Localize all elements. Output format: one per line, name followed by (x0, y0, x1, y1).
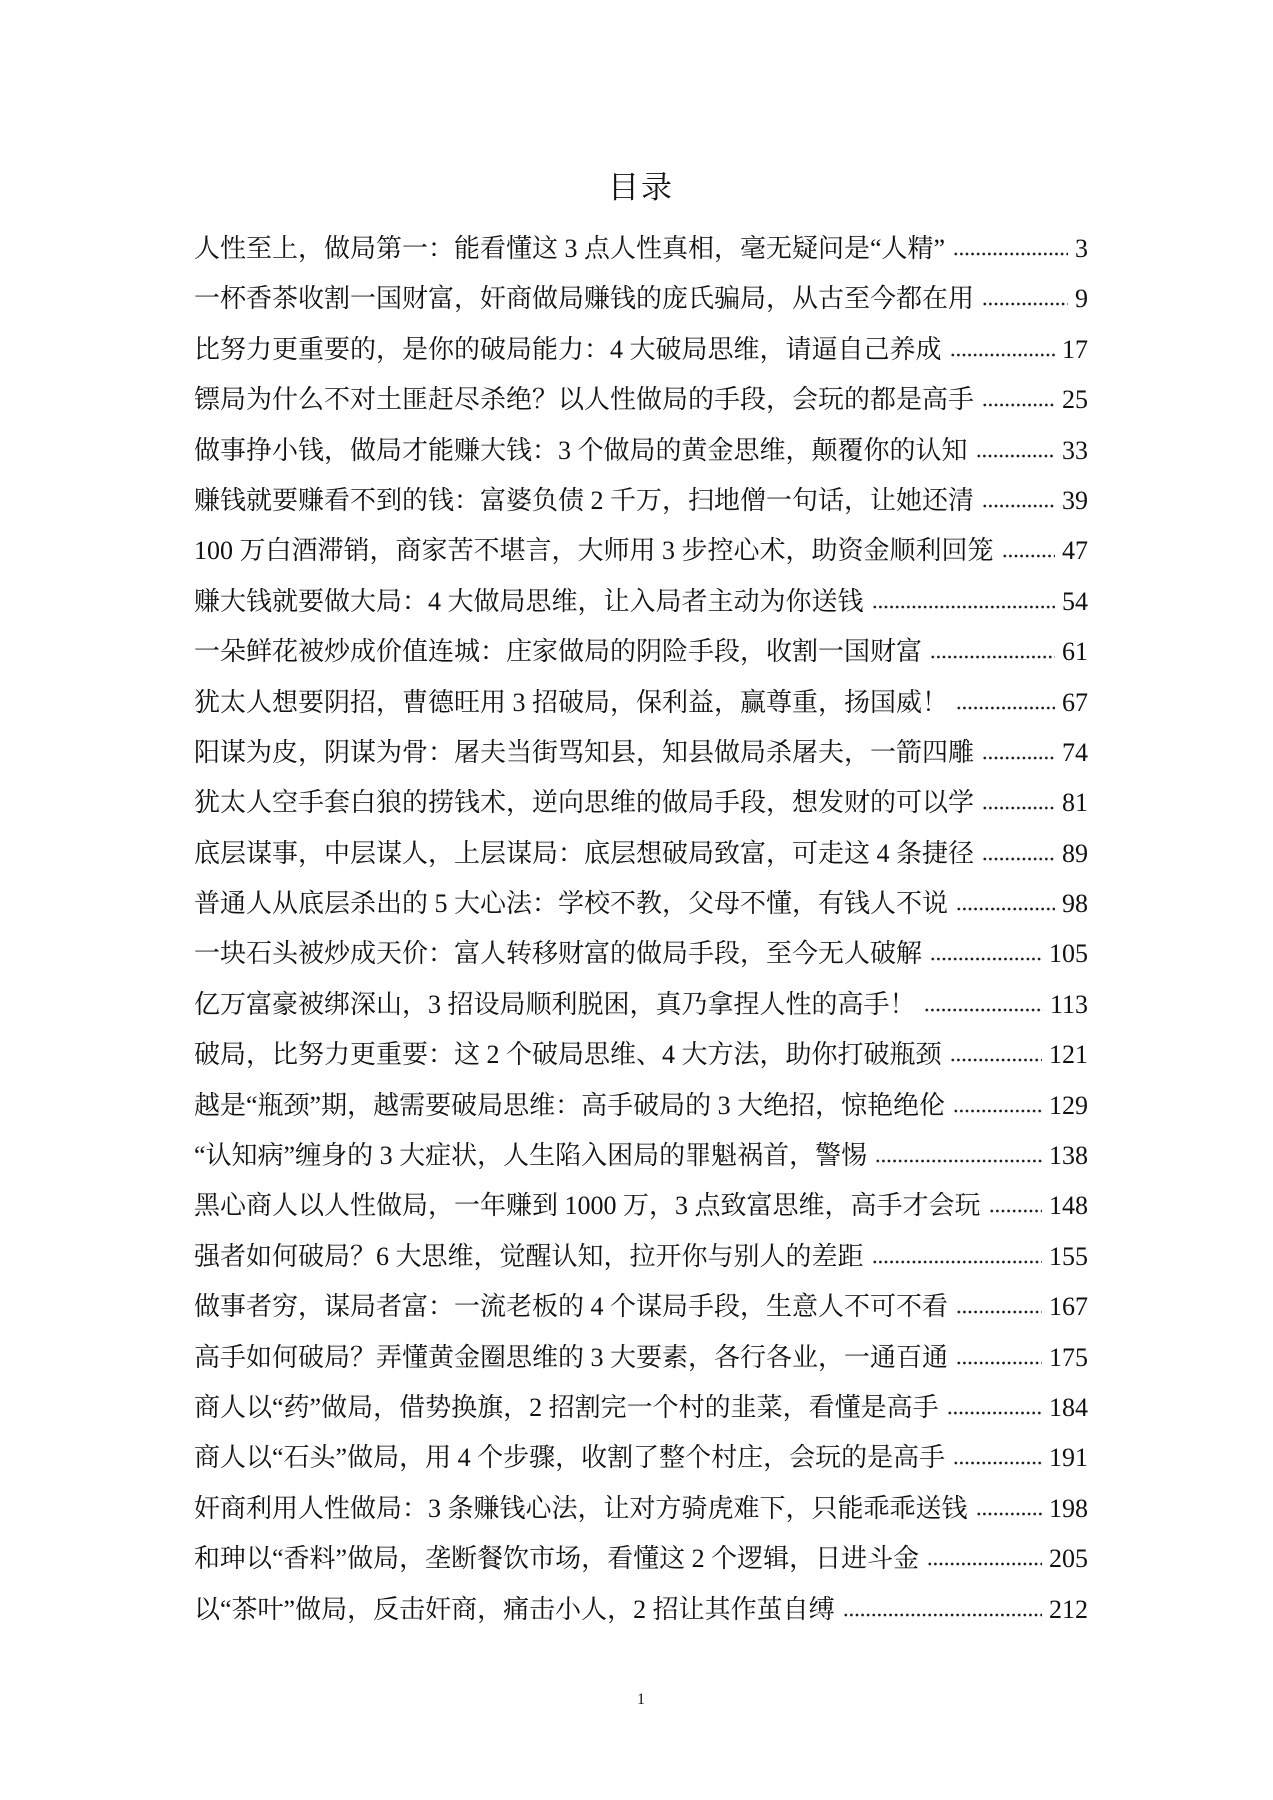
toc-entry[interactable] (194, 929, 1088, 979)
toc-entry-page-number: 17 (1062, 334, 1088, 364)
toc-entry[interactable] (194, 274, 1088, 324)
toc-entry[interactable] (194, 1534, 1088, 1584)
toc-dot-leader (976, 453, 1055, 459)
toc-entry-page-number: 74 (1062, 737, 1088, 767)
toc-dot-leader (872, 1259, 1042, 1265)
toc-entry-title: 亿万富豪被绑深山，3 招设局顺利脱困，真乃拿捏人性的高手！ (194, 989, 916, 1019)
toc-entry-title: 一块石头被炒成天价：富人转移财富的做局手段，至今无人破解 (194, 939, 923, 969)
page-number: 1 (637, 1691, 645, 1708)
toc-entry-title: 普通人从底层杀出的 5 大心法：学校不教，父母不懂，有钱人不说 (194, 889, 949, 919)
toc-dot-leader (843, 1612, 1042, 1618)
toc-entry[interactable] (194, 1333, 1088, 1383)
toc-entry-page-number: 184 (1049, 1392, 1088, 1422)
toc-entry-page-number: 98 (1062, 889, 1088, 919)
toc-entry-page-number: 205 (1049, 1544, 1088, 1574)
toc-entry[interactable] (194, 375, 1088, 425)
toc-entry-title: 商人以“药”做局，借势换旗，2 招割完一个村的韭菜，看懂是高手 (194, 1392, 939, 1422)
toc-dot-leader (1002, 553, 1055, 559)
toc-entry[interactable] (194, 1131, 1088, 1181)
toc-dot-leader (982, 755, 1055, 761)
toc-dot-leader (950, 1057, 1042, 1063)
toc-entry-page-number: 198 (1049, 1493, 1088, 1523)
toc-dot-leader (956, 705, 1055, 711)
toc-dot-leader (924, 1007, 1043, 1013)
toc-entry[interactable] (194, 426, 1088, 476)
toc-entry[interactable] (194, 1484, 1088, 1534)
toc-entry-page-number: 212 (1049, 1594, 1088, 1624)
toc-entry-title: 做事者穷，谋局者富：一流老板的 4 个谋局手段，生意人不可不看 (194, 1292, 949, 1322)
toc-entry-title: 做事挣小钱，做局才能赚大钱：3 个做局的黄金思维，颠覆你的认知 (194, 435, 968, 465)
toc-entry-title: 破局，比努力更重要：这 2 个破局思维、4 大方法，助你打破瓶颈 (194, 1040, 942, 1070)
toc-entry-page-number: 89 (1062, 838, 1088, 868)
toc-entry[interactable] (194, 526, 1088, 576)
toc-entry[interactable] (194, 1232, 1088, 1282)
toc-entry-title: 赚大钱就要做大局：4 大做局思维，让入局者主动为你送钱 (194, 586, 864, 616)
toc-entry-page-number: 167 (1049, 1292, 1088, 1322)
toc-entry-page-number: 54 (1062, 586, 1088, 616)
toc-entry[interactable] (194, 980, 1088, 1030)
toc-entry[interactable] (194, 829, 1088, 879)
toc-entry-page-number: 155 (1049, 1241, 1088, 1271)
toc-dot-leader (953, 1460, 1042, 1466)
toc-entry-title: 一杯香茶收割一国财富，奸商做局赚钱的庞氏骗局，从古至今都在用 (194, 284, 975, 314)
toc-dot-leader (982, 402, 1055, 408)
toc-entry-page-number: 121 (1049, 1040, 1088, 1070)
toc-entry-page-number: 129 (1049, 1090, 1088, 1120)
toc-entry-title: 一朵鲜花被炒成价值连城：庄家做局的阴险手段，收割一国财富 (194, 637, 923, 667)
toc-entry-title: 强者如何破局？6 大思维，觉醒认知，拉开你与别人的差距 (194, 1241, 864, 1271)
toc-dot-leader (982, 856, 1055, 862)
toc-dot-leader (982, 301, 1068, 307)
toc-entry-page-number: 81 (1062, 788, 1088, 818)
toc-entry-title: 越是“瓶颈”期，越需要破局思维：高手破局的 3 大绝招，惊艳绝伦 (194, 1090, 946, 1120)
toc-entry-title: 奸商利用人性做局：3 条赚钱心法，让对方骑虎难下，只能乖乖送钱 (194, 1493, 968, 1523)
toc-entry-page-number: 175 (1049, 1342, 1088, 1372)
toc-entry[interactable] (194, 1383, 1088, 1433)
toc-dot-leader (956, 1309, 1042, 1315)
toc-entry[interactable] (194, 728, 1088, 778)
toc-entry[interactable] (194, 627, 1088, 677)
toc-entry[interactable] (194, 224, 1088, 274)
toc-entry[interactable] (194, 1181, 1088, 1231)
toc-dot-leader (989, 1208, 1042, 1214)
toc-dot-leader (953, 1108, 1042, 1114)
toc-entry-page-number: 47 (1062, 536, 1088, 566)
toc-entry-page-number: 39 (1062, 485, 1088, 515)
toc-entry-page-number: 61 (1062, 637, 1088, 667)
toc-entry[interactable] (194, 1030, 1088, 1080)
toc-entry-title: 底层谋事，中层谋人，上层谋局：底层想破局致富，可走这 4 条捷径 (194, 838, 975, 868)
toc-entry-title: 商人以“石头”做局，用 4 个步骤，收割了整个村庄，会玩的是高手 (194, 1443, 946, 1473)
toc-dot-leader (930, 654, 1055, 660)
toc-entry[interactable] (194, 1282, 1088, 1332)
toc-entry-title: 高手如何破局？弄懂黄金圈思维的 3 大要素，各行各业，一通百通 (194, 1342, 949, 1372)
toc-entry-title: 人性至上，做局第一：能看懂这 3 点人性真相，毫无疑问是“人精” (194, 234, 946, 263)
toc-dot-leader (930, 956, 1042, 962)
toc-entry[interactable] (194, 476, 1088, 526)
toc-dot-leader (875, 1158, 1042, 1164)
toc-entry-page-number: 105 (1049, 939, 1088, 969)
toc-entry-title: 以“茶叶”做局，反击奸商，痛击小人，2 招让其作茧自缚 (194, 1594, 835, 1624)
toc-entry-page-number: 9 (1075, 284, 1088, 314)
toc-entry[interactable] (194, 778, 1088, 828)
toc-entry-page-number: 25 (1062, 385, 1088, 415)
toc-entry-page-number: 3 (1075, 234, 1088, 263)
toc-entry-title: 赚钱就要赚看不到的钱：富婆负债 2 千万，扫地僧一句话，让她还清 (194, 485, 975, 515)
toc-entry[interactable] (194, 1585, 1088, 1635)
toc-dot-leader (947, 1410, 1042, 1416)
toc-heading: 目录 (608, 170, 674, 205)
toc-entry-title: 镖局为什么不对土匪赶尽杀绝？以人性做局的手段，会玩的都是高手 (194, 385, 975, 415)
toc-entry[interactable] (194, 1433, 1088, 1483)
toc-entry[interactable] (194, 1081, 1088, 1131)
toc-entry-page-number: 67 (1062, 687, 1088, 717)
toc-dot-leader (953, 251, 1068, 257)
toc-dot-leader (982, 503, 1055, 509)
toc-entry[interactable] (194, 577, 1088, 627)
toc-entry-title: 阳谋为皮，阴谋为骨：屠夫当街骂知县，知县做局杀屠夫，一箭四雕 (194, 737, 975, 767)
toc-dot-leader (956, 1360, 1042, 1366)
toc-dot-leader (956, 906, 1055, 912)
toc-entry-page-number: 33 (1062, 435, 1088, 465)
toc-entry-title: 黑心商人以人性做局，一年赚到 1000 万，3 点致富思维，高手才会玩 (194, 1191, 981, 1221)
toc-dot-leader (982, 805, 1055, 811)
toc-dot-leader (872, 604, 1055, 610)
toc-entry[interactable] (194, 325, 1088, 375)
toc-entry-page-number: 191 (1049, 1443, 1088, 1473)
toc-entry-page-number: 138 (1049, 1141, 1088, 1171)
toc-entry-title: “认知病”缠身的 3 大症状，人生陷入困局的罪魁祸首，警惕 (194, 1141, 868, 1171)
toc-dot-leader (976, 1511, 1042, 1517)
toc-entry-title: 比努力更重要的，是你的破局能力：4 大破局思维，请逼自己养成 (194, 334, 942, 364)
toc-entry[interactable] (194, 678, 1088, 728)
toc-entry[interactable] (194, 879, 1088, 929)
table-of-contents (194, 224, 1088, 1635)
toc-entry-title: 100 万白酒滞销，商家苦不堪言，大师用 3 步控心术，助资金顺利回笼 (194, 536, 994, 566)
toc-entry-title: 犹太人空手套白狼的捞钱术，逆向思维的做局手段，想发财的可以学 (194, 788, 975, 818)
toc-entry-title: 犹太人想要阴招，曹德旺用 3 招破局，保利益，赢尊重，扬国威！ (194, 687, 949, 717)
toc-entry-page-number: 113 (1049, 989, 1088, 1019)
toc-entry-page-number: 148 (1049, 1191, 1088, 1221)
toc-dot-leader (927, 1561, 1042, 1567)
toc-dot-leader (950, 352, 1055, 358)
toc-entry-title: 和珅以“香料”做局，垄断餐饮市场，看懂这 2 个逻辑，日进斗金 (194, 1544, 920, 1574)
